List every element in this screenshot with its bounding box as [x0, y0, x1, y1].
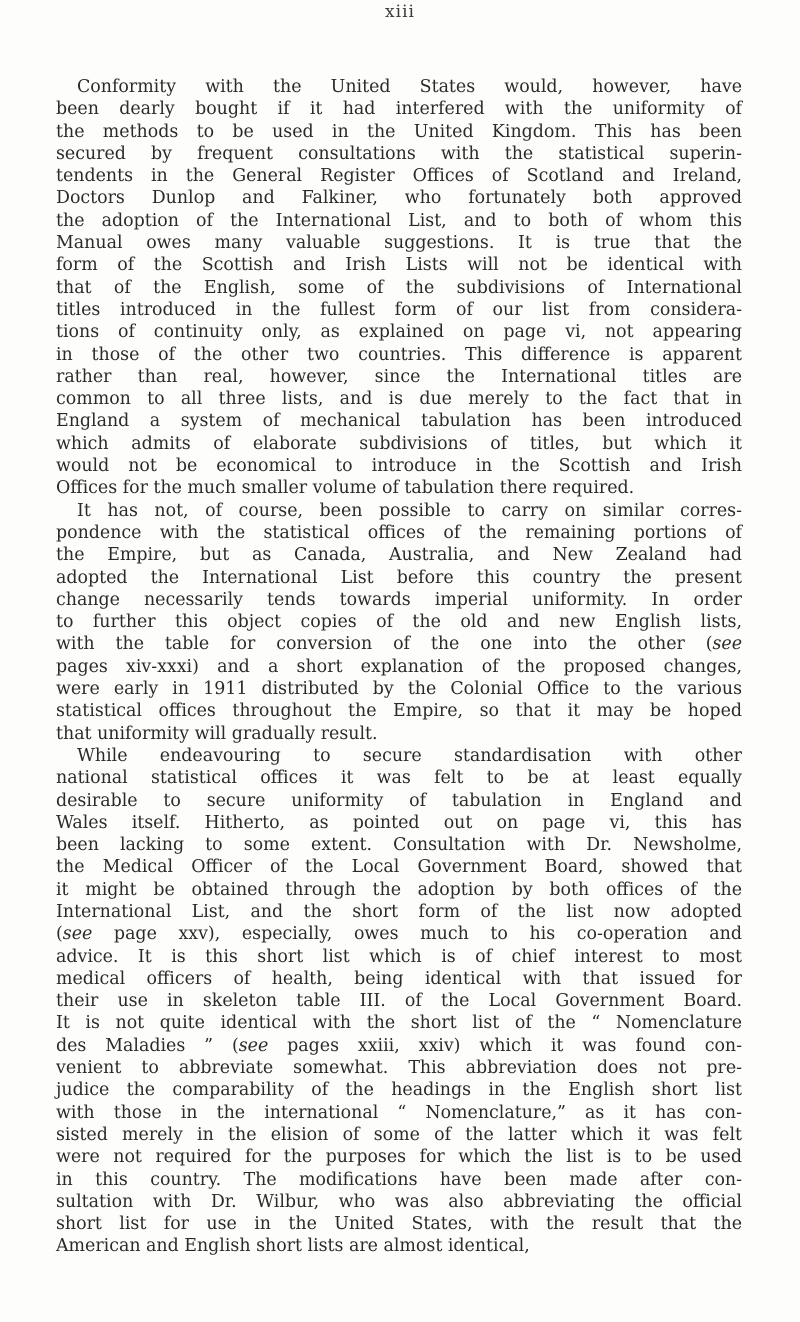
- text-line: been dearly bought if it had interfered with the uniformity of: [56, 99, 742, 120]
- italic-see: see: [712, 634, 742, 655]
- text-line: that of the English, some of the subdivisions of International: [56, 277, 742, 298]
- text-line: statistical offices throughout the Empire, so that it may be hoped: [56, 701, 742, 722]
- text-line: would not be economical to introduce in the Scottish and Irish: [56, 456, 742, 477]
- text-line: national statistical offices it was felt to be at least equally: [56, 768, 742, 789]
- text-line: the methods to be used in the United Kingdom. This has been: [56, 121, 742, 142]
- text-line: with the table for conversion of the one into the other (see: [56, 634, 742, 655]
- text-line: that uniformity will gradually result.: [56, 723, 378, 744]
- text-line: tendents in the General Register Offices of Scotland and Ireland,: [56, 166, 742, 187]
- text-line: been lacking to some extent. Consultation with Dr. Newsholme,: [56, 835, 742, 856]
- text-line: short list for use in the United States, with the result that the: [56, 1214, 742, 1235]
- text-line: desirable to secure uniformity of tabulation in England and: [56, 790, 742, 811]
- text-line: with those in the international “ Nomenclature,” as it has con-: [56, 1102, 742, 1123]
- text-line: sultation with Dr. Wilbur, who was also abbreviating the official: [56, 1191, 742, 1212]
- text-line: des Maladies ” (see pages xxiii, xxiv) which it was found con-: [56, 1035, 742, 1056]
- text-line: in this country. The modifications have been made after con-: [56, 1169, 742, 1190]
- text-line: common to all three lists, and is due merely to the fact that in: [56, 389, 742, 410]
- text-line: adopted the International List before this country the present: [56, 567, 742, 588]
- text-line: were not required for the purposes for which the list is to be used: [56, 1147, 742, 1168]
- text-line: While endeavouring to secure standardisation with other: [77, 745, 742, 766]
- italic-see: see: [62, 924, 93, 945]
- paragraph-1: [56, 76, 742, 500]
- body-text: [56, 76, 742, 1258]
- text-line: titles introduced in the fullest form of our list from considera-: [56, 299, 742, 320]
- text-line: It has not, of course, been possible to carry on similar corres-: [77, 500, 742, 521]
- text-line: pages xiv-xxxi) and a short explanation of the proposed changes,: [56, 656, 742, 677]
- text-line: advice. It is this short list which is of chief interest to most: [56, 946, 742, 967]
- paragraph-2: [56, 500, 742, 745]
- text-line: American and English short lists are almost identical,: [56, 1236, 530, 1257]
- text-line: judice the comparability of the headings in the English short list: [56, 1080, 742, 1101]
- text-line: rather than real, however, since the International titles are: [56, 366, 742, 387]
- text-line: which admits of elaborate subdivisions of titles, but which it: [56, 433, 742, 454]
- text-line: it might be obtained through the adoption by both offices of the: [56, 879, 742, 900]
- text-line: International List, and the short form of the list now adopted: [56, 901, 742, 922]
- text-line: Conformity with the United States would, however, have: [77, 77, 742, 97]
- text-line: to further this object copies of the old and new English lists,: [56, 612, 742, 633]
- text-line: venient to abbreviate somewhat. This abbreviation does not pre-: [56, 1058, 742, 1079]
- text-line: secured by frequent consultations with the statistical superin-: [56, 143, 742, 164]
- text-line: pondence with the statistical offices of the remaining portions of: [56, 522, 742, 543]
- text-line: their use in skeleton table III. of the Local Government Board.: [56, 991, 742, 1012]
- paragraph-3: [56, 745, 742, 1258]
- text-line: Offices for the much smaller volume of tabulation there required.: [56, 478, 635, 499]
- text-line: (see page xxv), especially, owes much to his co-operation and: [56, 924, 742, 945]
- text-line: the Medical Officer of the Local Government Board, showed that: [56, 857, 742, 878]
- italic-see: see: [238, 1035, 269, 1056]
- text-line: the adoption of the International List, and to both of whom this: [56, 210, 742, 231]
- text-line: England a system of mechanical tabulation has been introduced: [56, 411, 742, 432]
- text-line: medical officers of health, being identical with that issued for: [56, 968, 742, 989]
- text-line: Wales itself. Hitherto, as pointed out on page vi, this has: [56, 812, 742, 833]
- text-line: in those of the other two countries. This difference is apparent: [56, 344, 742, 365]
- text-line: the Empire, but as Canada, Australia, and New Zealand had: [56, 545, 742, 566]
- text-line: tions of continuity only, as explained on page vi, not appearing: [56, 322, 742, 343]
- text-line: sisted merely in the elision of some of the latter which it was felt: [56, 1124, 742, 1145]
- text-line: were early in 1911 distributed by the Colonial Office to the various: [56, 679, 742, 700]
- text-line: Doctors Dunlop and Falkiner, who fortunately both approved: [56, 188, 742, 209]
- page-number: xiii: [385, 2, 415, 22]
- text-line: Manual owes many valuable suggestions. It is true that the: [56, 233, 742, 254]
- text-line: form of the Scottish and Irish Lists will not be identical with: [56, 255, 742, 276]
- text-line: It is not quite identical with the short list of the “ Nomenclature: [56, 1013, 742, 1034]
- text-line: change necessarily tends towards imperial uniformity. In order: [56, 589, 742, 610]
